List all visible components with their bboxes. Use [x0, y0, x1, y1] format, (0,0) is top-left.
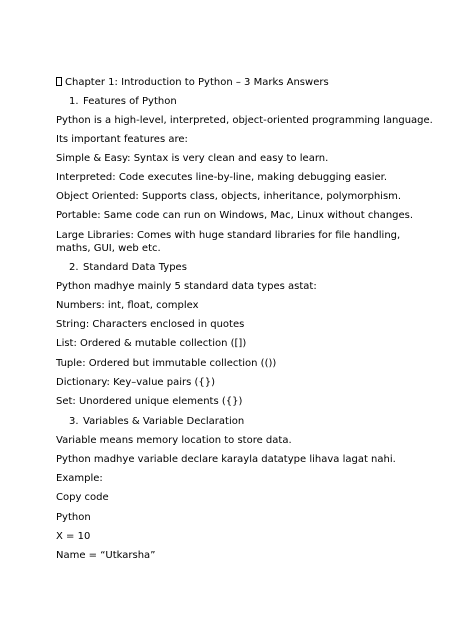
datatype-item: String: Characters enclosed in quotes — [56, 319, 245, 330]
datatype-item: Set: Unordered unique elements ({}) — [56, 396, 243, 407]
section-heading-variables: 3. Variables & Variable Declaration — [69, 416, 245, 427]
section-heading-features: 1. Features of Python — [69, 96, 177, 107]
paragraph: Copy code — [56, 492, 109, 503]
code-line: Name = “Utkarsha” — [56, 550, 156, 561]
feature-item: Object Oriented: Supports class, objects, inheritance, polymorphism. — [56, 191, 402, 202]
feature-item: Large Libraries: Comes with huge standard libraries for file handling, maths, GUI, web etc. — [56, 230, 401, 254]
paragraph: Python — [56, 512, 91, 523]
paragraph: Its important features are: — [56, 134, 188, 145]
section-heading-datatypes: 2. Standard Data Types — [69, 262, 187, 273]
datatype-item: Numbers: int, float, complex — [56, 300, 199, 311]
datatype-item: Dictionary: Key–value pairs ({}) — [56, 377, 216, 388]
code-line: X = 10 — [56, 531, 91, 542]
paragraph: Python is a high-level, interpreted, object-oriented programming language. — [56, 115, 433, 126]
datatype-item: List: Ordered & mutable collection ([]) — [56, 338, 247, 349]
paragraph: Python madhye mainly 5 standard data types astat: — [56, 281, 317, 292]
feature-item: Portable: Same code can run on Windows, Mac, Linux without changes. — [56, 210, 414, 221]
paragraph: Variable means memory location to store data. — [56, 435, 292, 446]
chapter-title: Chapter 1: Introduction to Python – 3 Marks Answers — [56, 76, 418, 89]
paragraph: Python madhye variable declare karayla datatype lihava lagat nahi. — [56, 454, 396, 465]
missing-glyph-icon — [56, 77, 62, 86]
datatype-item: Tuple: Ordered but immutable collection (()) — [56, 358, 277, 369]
feature-item: Simple & Easy: Syntax is very clean and easy to learn. — [56, 153, 329, 164]
feature-item: Interpreted: Code executes line-by-line, making debugging easier. — [56, 172, 388, 183]
paragraph: Example: — [56, 473, 103, 484]
